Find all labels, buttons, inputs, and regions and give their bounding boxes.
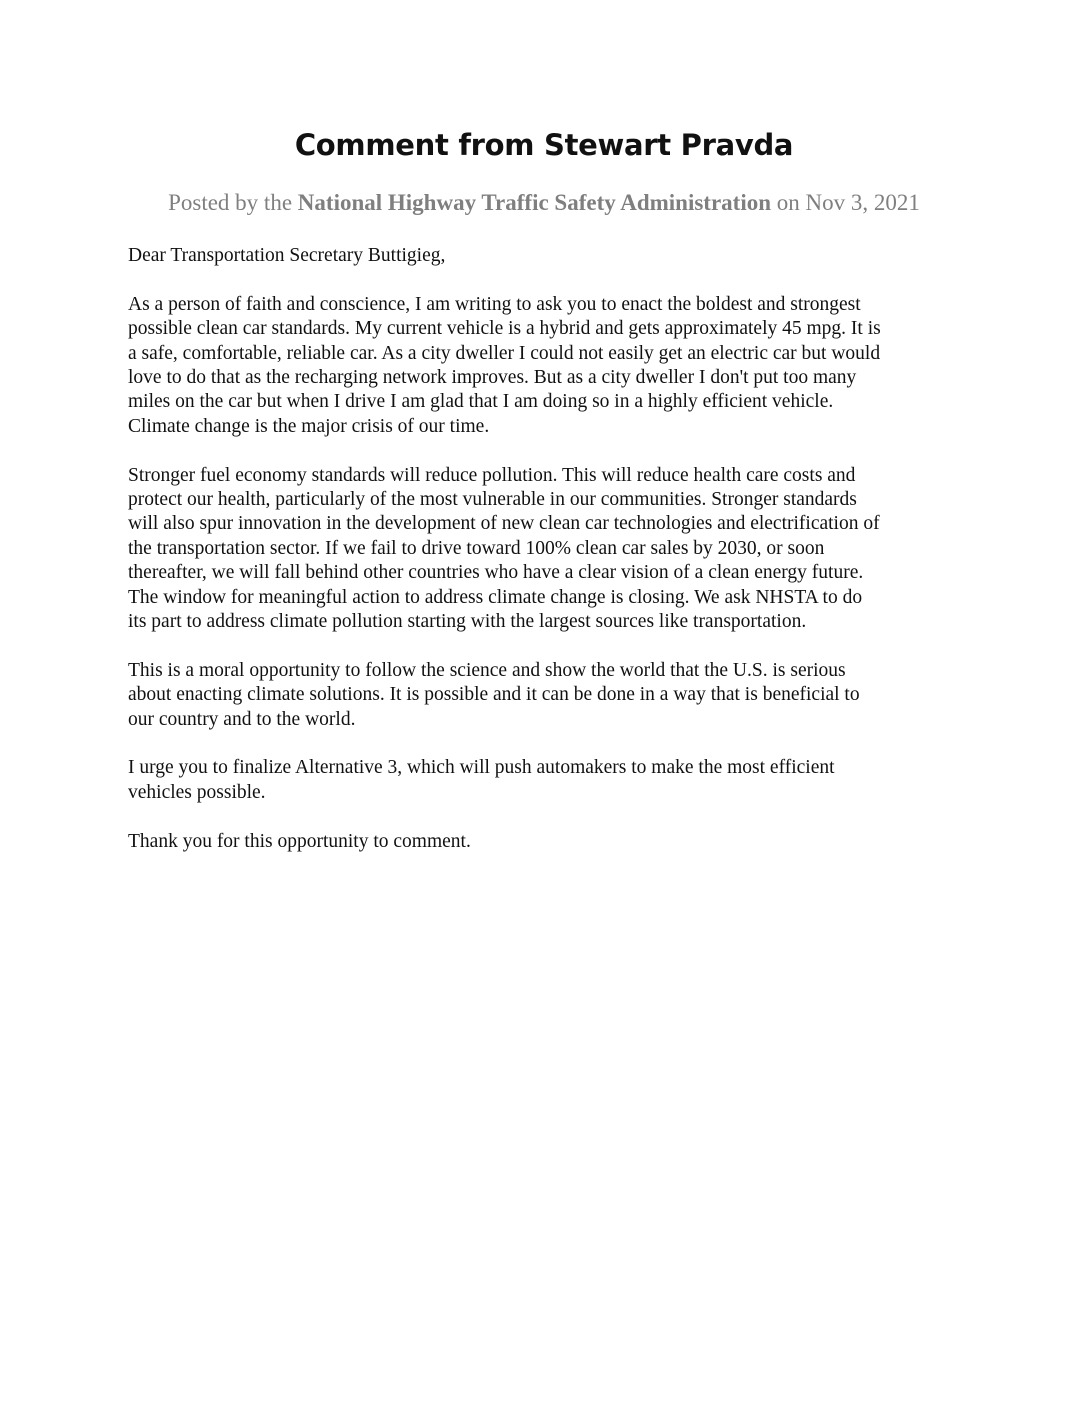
text-line: about enacting climate solutions. It is possible and it can be done in a way that is beneficial to [128,684,860,706]
text-line: I urge you to finalize Alternative 3, which will push automakers to make the most efficient [128,757,835,779]
paragraph-2 [128,464,968,635]
text-line: thereafter, we will fall behind other countries who have a clear vision of a clean energy future. [128,562,864,584]
text-line: possible clean car standards. My current vehicle is a hybrid and gets approximately 45 mpg. It is [128,318,881,340]
text-line: a safe, comfortable, reliable car. As a city dweller I could not easily get an electric car but would [128,342,881,364]
text-line: As a person of faith and conscience, I am writing to ask you to enact the boldest and strongest [128,293,861,315]
text-line: will also spur innovation in the development of new clean car technologies and electrification of [128,513,880,535]
text-line: protect our health, particularly of the most vulnerable in our communities. Stronger standards [128,489,857,511]
text-line: miles on the car but when I drive I am glad that I am doing so in a highly efficient vehicle. [128,391,834,413]
posted-date: on Nov 3, 2021 [771,190,920,215]
posted-prefix: Posted by the [168,190,298,215]
text-line: its part to address climate pollution starting with the largest sources like transportation. [128,611,807,633]
posted-by-line [128,190,960,216]
text-line: the transportation sector. If we fail to drive toward 100% clean car sales by 2030, or soon [128,537,825,559]
text-line: This is a moral opportunity to follow the science and show the world that the U.S. is serious [128,659,846,681]
paragraph-1 [128,293,968,439]
paragraph-3 [128,659,968,732]
closing: Thank you for this opportunity to comment. [128,830,471,852]
salutation: Dear Transportation Secretary Buttigieg, [128,245,446,266]
page-title: Comment from Stewart Pravda [294,128,794,162]
text-line: Stronger fuel economy standards will reduce pollution. This will reduce health care costs and [128,464,856,486]
text-line: our country and to the world. [128,708,356,730]
letter-body [128,244,968,878]
text-line: love to do that as the recharging network improves. But as a city dweller I don't put too many [128,367,857,389]
paragraph-4 [128,756,968,805]
text-line: The window for meaningful action to address climate change is closing. We ask NHSTA to do [128,586,863,608]
text-line: vehicles possible. [128,781,266,803]
text-line: Climate change is the major crisis of our time. [128,415,490,437]
posted-agency: National Highway Traffic Safety Administration [297,190,772,215]
